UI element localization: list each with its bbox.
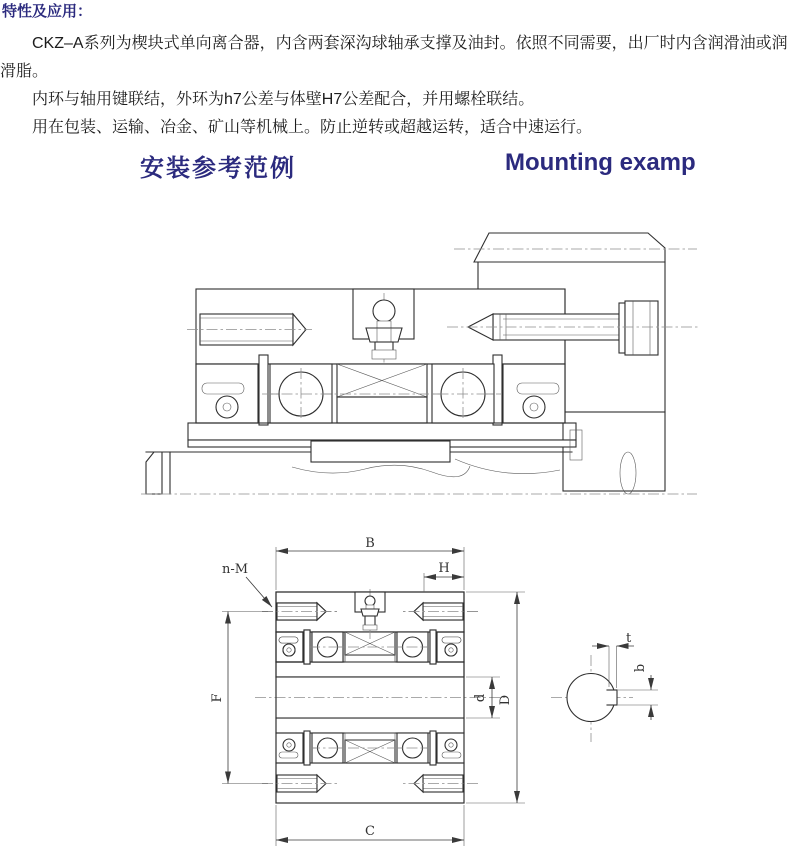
intro-paragraph-3: 用在包装、运输、冶金、矿山等机械上。防止逆转或超越运转，适合中速运行。 — [32, 119, 593, 136]
shaft-end-step — [146, 452, 162, 494]
svg-text:B: B — [365, 536, 375, 551]
shaft-section-detail — [551, 631, 658, 742]
mounting-example-drawing — [80, 210, 705, 515]
svg-text:b: b — [633, 663, 648, 673]
shaft-keyway — [311, 441, 450, 462]
dim-B — [276, 536, 464, 590]
intro-paragraph-2: 内环与轴用键联结，外环为h7公差与体壁H7公差配合，并用螺栓联结。 — [32, 91, 535, 108]
heading-mounting-en: Mounting examp — [505, 149, 696, 176]
svg-text:d: d — [473, 693, 488, 703]
section-title: 特性及应用： — [2, 3, 93, 20]
heading-mounting-zh: 安装参考范例 — [140, 155, 296, 182]
tapped-hole-left — [187, 314, 312, 345]
hex-bolt — [447, 301, 698, 355]
circlip-left — [259, 355, 268, 425]
dim-b — [618, 664, 658, 720]
intro-text — [0, 0, 798, 142]
intro-paragraph-1: CKZ–A系列为楔块式单向离合器，内含两套深沟球轴承支撑及油封。依照不同需要，出厂时内含润滑油或润滑脂。 — [0, 35, 788, 80]
svg-text:n-M: n-M — [221, 562, 249, 577]
shaft-bore — [255, 677, 505, 718]
dim-n-M — [222, 562, 272, 607]
svg-text:t: t — [626, 631, 632, 646]
bearing-row — [196, 355, 565, 425]
dim-H — [424, 561, 464, 592]
svg-text:F: F — [210, 693, 225, 703]
svg-text:C: C — [365, 824, 375, 839]
svg-text:H: H — [438, 561, 450, 576]
svg-text:D: D — [498, 694, 513, 706]
dimension-drawing — [140, 535, 680, 847]
section-headings — [0, 148, 800, 182]
dim-C — [276, 805, 464, 846]
